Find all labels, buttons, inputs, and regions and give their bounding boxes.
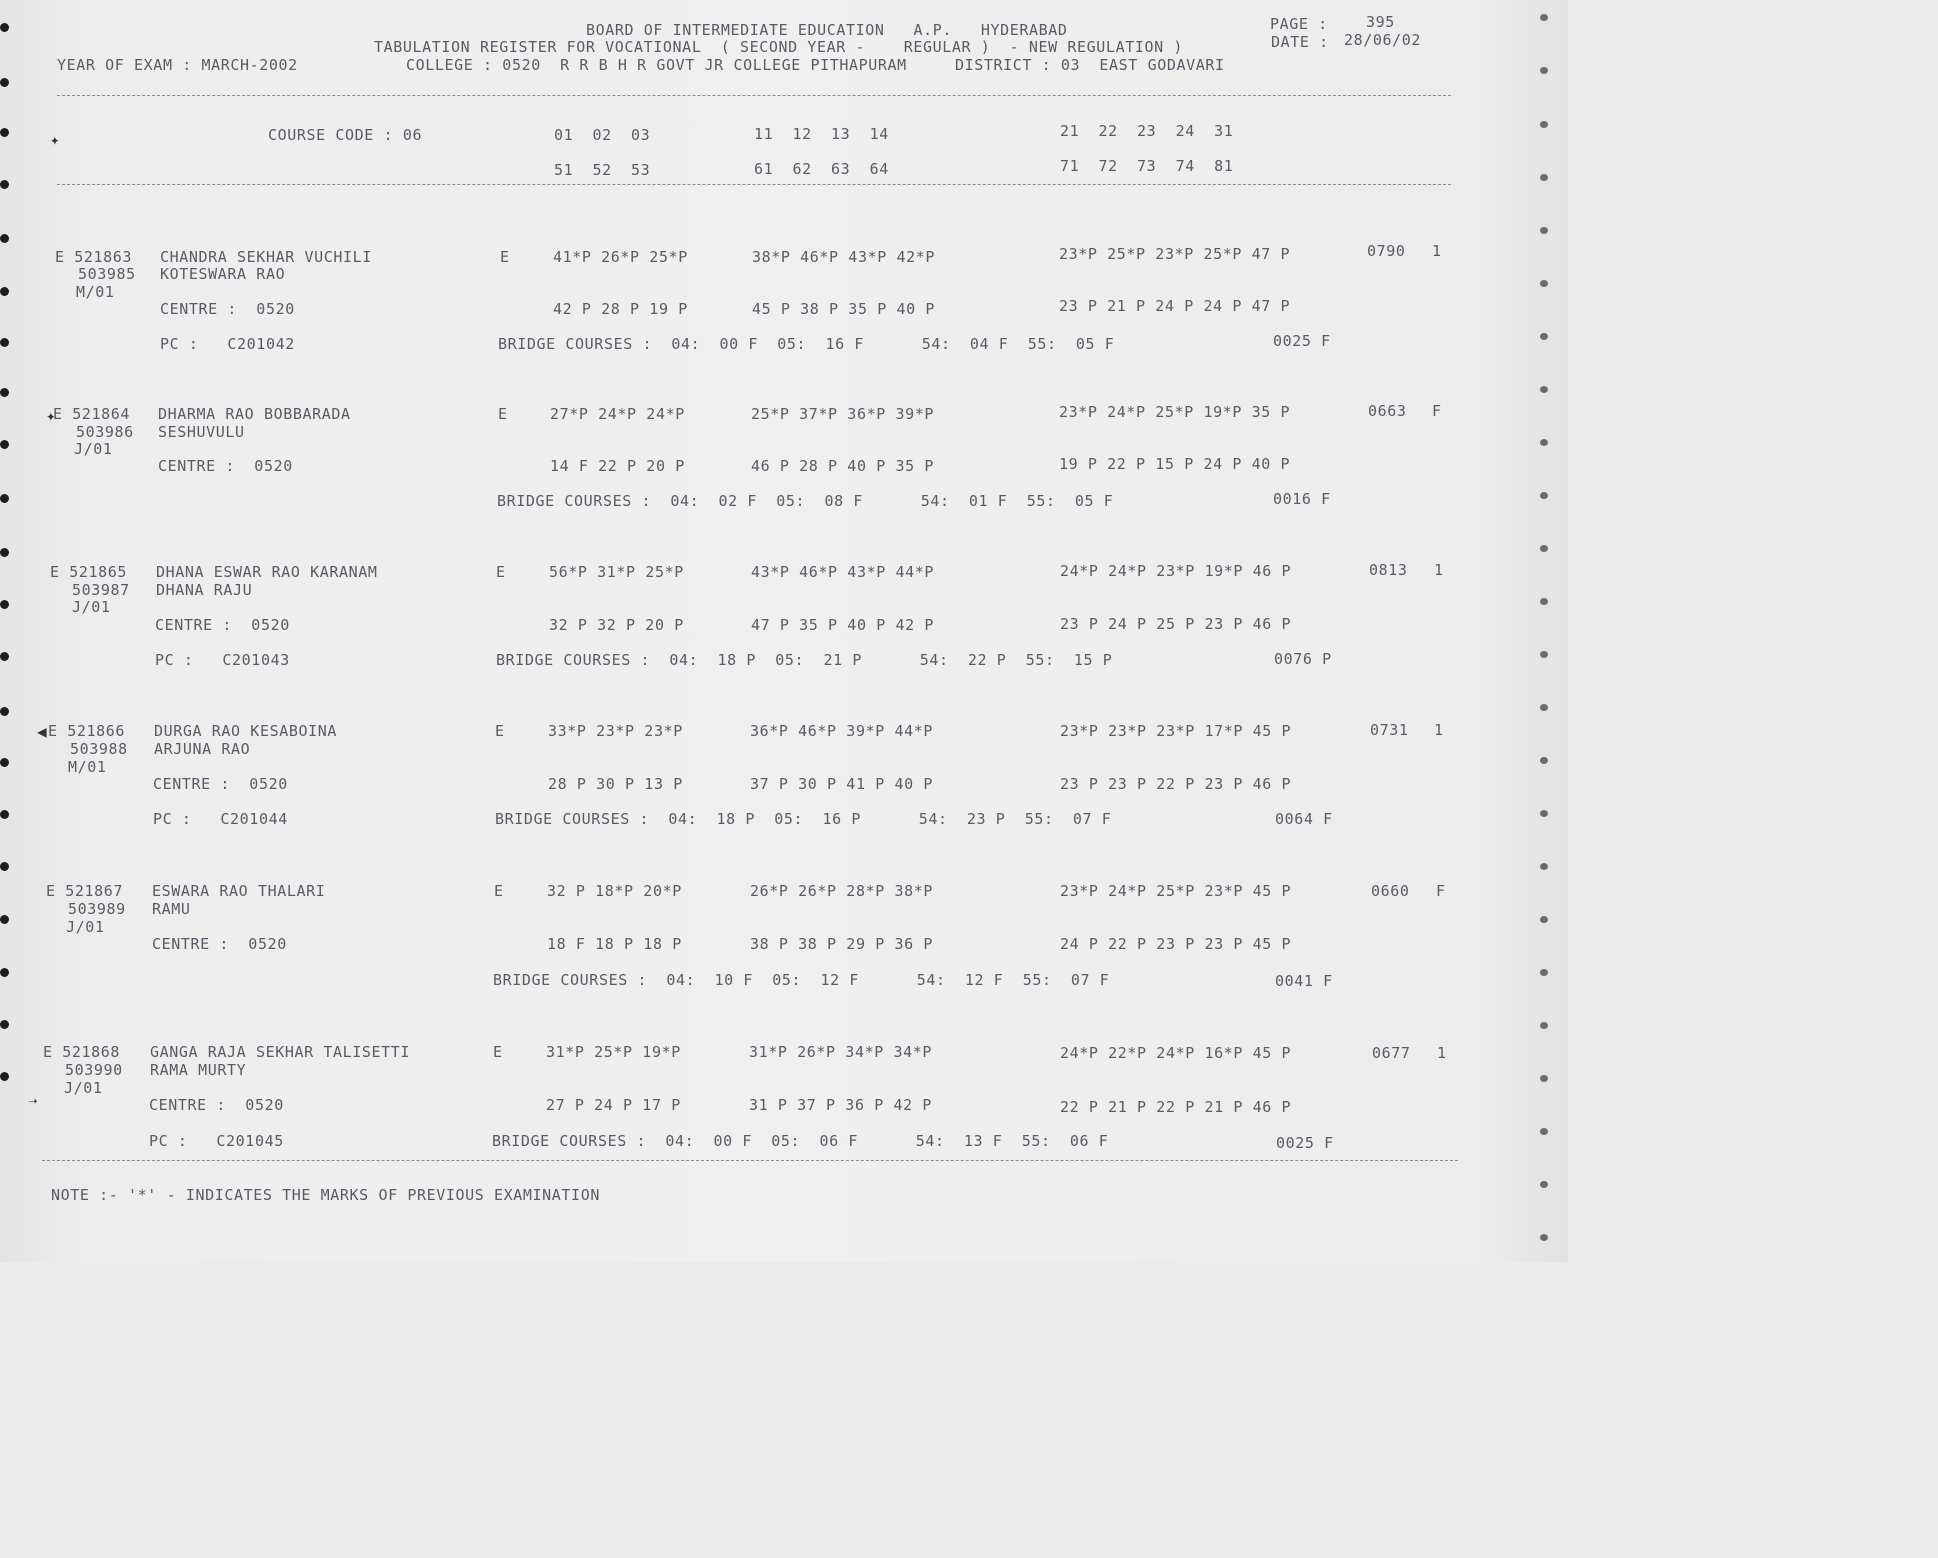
feed-hole-icon bbox=[0, 548, 9, 557]
feed-hole-icon bbox=[1540, 598, 1548, 605]
result-code: F bbox=[1432, 402, 1442, 420]
subject-codes-2a: 51 52 53 bbox=[554, 161, 651, 179]
board-title: BOARD OF INTERMEDIATE EDUCATION A.P. HYDERABAD bbox=[586, 21, 1068, 39]
feed-hole-icon bbox=[1540, 227, 1548, 234]
marks-row2-part3: 23 P 21 P 24 P 24 P 47 P bbox=[1059, 297, 1291, 315]
marks-row2-part1: 18 F 18 P 18 P bbox=[547, 935, 682, 953]
marks-row2-part1: 14 F 22 P 20 P bbox=[550, 457, 685, 475]
feed-hole-icon bbox=[0, 1020, 9, 1029]
feed-hole-icon bbox=[0, 707, 9, 716]
category: J/01 bbox=[64, 1079, 103, 1097]
centre: CENTRE : 0520 bbox=[149, 1096, 284, 1114]
father-name: ARJUNA RAO bbox=[154, 740, 251, 758]
father-name: SESHUVULU bbox=[158, 423, 245, 441]
year-of-exam: YEAR OF EXAM : MARCH-2002 bbox=[57, 56, 298, 74]
grand-total: 0813 bbox=[1369, 561, 1408, 579]
medium: E bbox=[500, 248, 510, 266]
medium: E bbox=[495, 722, 505, 740]
feed-hole-icon bbox=[1540, 1075, 1548, 1082]
marks-row2-part2: 38 P 38 P 29 P 36 P bbox=[750, 935, 933, 953]
marks-row1-part1: 33*P 23*P 23*P bbox=[548, 722, 683, 740]
marks-row2-part1: 32 P 32 P 20 P bbox=[549, 616, 684, 634]
feed-hole-icon bbox=[0, 810, 9, 819]
result-code: F bbox=[1436, 882, 1446, 900]
subject-codes-2b: 61 62 63 64 bbox=[754, 160, 889, 178]
registration-number: 503989 bbox=[68, 900, 126, 918]
feed-hole-icon bbox=[1540, 121, 1548, 128]
bridge-total: 0076 P bbox=[1274, 650, 1332, 668]
subject-codes-1b: 11 12 13 14 bbox=[754, 125, 889, 143]
grand-total: 0663 bbox=[1368, 402, 1407, 420]
feed-hole-icon bbox=[0, 287, 9, 296]
feed-hole-icon bbox=[0, 78, 9, 87]
father-name: RAMA MURTY bbox=[150, 1061, 247, 1079]
grand-total: 0790 bbox=[1367, 242, 1406, 260]
medium: E bbox=[496, 563, 506, 581]
hall-ticket-number: E 521868 bbox=[43, 1043, 121, 1061]
feed-hole-icon bbox=[1540, 1022, 1548, 1029]
feed-hole-icon bbox=[1540, 810, 1548, 817]
marks-row2-part2: 31 P 37 P 36 P 42 P bbox=[749, 1096, 932, 1114]
marks-row2-part1: 42 P 28 P 19 P bbox=[553, 300, 688, 318]
student-name: DURGA RAO KESABOINA bbox=[154, 722, 337, 740]
hall-ticket-number: E 521864 bbox=[53, 405, 131, 423]
student-name: CHANDRA SEKHAR VUCHILI bbox=[160, 248, 372, 266]
feed-hole-icon bbox=[0, 862, 9, 871]
feed-hole-icon bbox=[0, 915, 9, 924]
feed-hole-icon bbox=[1540, 969, 1548, 976]
feed-hole-icon bbox=[1540, 757, 1548, 764]
marks-row1-part3: 23*P 25*P 23*P 25*P 47 P bbox=[1059, 245, 1291, 263]
registration-number: 503985 bbox=[78, 265, 136, 283]
marks-row1-part2: 26*P 26*P 28*P 38*P bbox=[750, 882, 933, 900]
pc-number: PC : C201042 bbox=[160, 335, 295, 353]
bridge-total: 0041 F bbox=[1275, 972, 1333, 990]
father-name: RAMU bbox=[152, 900, 191, 918]
father-name: KOTESWARA RAO bbox=[160, 265, 286, 283]
feed-hole-icon bbox=[1540, 492, 1548, 499]
feed-hole-icon bbox=[1540, 1128, 1548, 1135]
bridge-total: 0016 F bbox=[1273, 490, 1331, 508]
marks-row1-part3: 23*P 24*P 25*P 23*P 45 P bbox=[1060, 882, 1292, 900]
bridge-courses: BRIDGE COURSES : 04: 02 F 05: 08 F 54: 01 F 55: 05 F bbox=[497, 492, 1114, 510]
marks-row2-part1: 28 P 30 P 13 P bbox=[548, 775, 683, 793]
marks-row2-part2: 45 P 38 P 35 P 40 P bbox=[752, 300, 935, 318]
marks-row2-part3: 22 P 21 P 22 P 21 P 46 P bbox=[1060, 1098, 1292, 1116]
result-code: 1 bbox=[1434, 721, 1444, 739]
marks-row1-part2: 38*P 46*P 43*P 42*P bbox=[752, 248, 935, 266]
bridge-courses: BRIDGE COURSES : 04: 10 F 05: 12 F 54: 12 F 55: 07 F bbox=[493, 971, 1110, 989]
feed-hole-icon bbox=[0, 1072, 9, 1081]
feed-hole-icon bbox=[1540, 545, 1548, 552]
marks-row2-part1: 27 P 24 P 17 P bbox=[546, 1096, 681, 1114]
feed-hole-icon bbox=[0, 128, 9, 137]
marks-row1-part3: 24*P 22*P 24*P 16*P 45 P bbox=[1060, 1044, 1292, 1062]
feed-hole-icon bbox=[1540, 651, 1548, 658]
marks-row1-part2: 36*P 46*P 39*P 44*P bbox=[750, 722, 933, 740]
feed-hole-icon bbox=[1540, 280, 1548, 287]
tick-mark-icon: ✦ bbox=[50, 130, 60, 149]
marks-row2-part3: 23 P 23 P 22 P 23 P 46 P bbox=[1060, 775, 1292, 793]
bridge-courses: BRIDGE COURSES : 04: 00 F 05: 06 F 54: 13 F 55: 06 F bbox=[492, 1132, 1109, 1150]
feed-hole-icon bbox=[0, 234, 9, 243]
category: M/01 bbox=[76, 283, 115, 301]
feed-hole-icon bbox=[0, 652, 9, 661]
course-header-rule bbox=[57, 184, 1451, 185]
marks-row1-part2: 31*P 26*P 34*P 34*P bbox=[749, 1043, 932, 1061]
medium: E bbox=[498, 405, 508, 423]
registration-number: 503987 bbox=[72, 581, 130, 599]
hall-ticket-number: E 521867 bbox=[46, 882, 124, 900]
centre: CENTRE : 0520 bbox=[152, 935, 287, 953]
feed-hole-icon bbox=[0, 600, 9, 609]
marks-row1-part2: 43*P 46*P 43*P 44*P bbox=[751, 563, 934, 581]
feed-hole-icon bbox=[1540, 916, 1548, 923]
feed-hole-icon bbox=[1540, 1234, 1548, 1241]
marks-row1-part3: 23*P 23*P 23*P 17*P 45 P bbox=[1060, 722, 1292, 740]
bridge-total: 0064 F bbox=[1275, 810, 1333, 828]
bridge-courses: BRIDGE COURSES : 04: 18 P 05: 21 P 54: 22 P 55: 15 P bbox=[496, 651, 1113, 669]
feed-hole-icon bbox=[1540, 386, 1548, 393]
footer-rule bbox=[42, 1160, 1458, 1161]
marks-row2-part3: 24 P 22 P 23 P 23 P 45 P bbox=[1060, 935, 1292, 953]
marks-row1-part1: 27*P 24*P 24*P bbox=[550, 405, 685, 423]
marks-row2-part3: 19 P 22 P 15 P 24 P 40 P bbox=[1059, 455, 1291, 473]
tick-mark-icon: ◀ bbox=[37, 722, 47, 741]
feed-hole-icon bbox=[0, 494, 9, 503]
medium: E bbox=[494, 882, 504, 900]
feed-hole-icon bbox=[0, 440, 9, 449]
feed-hole-icon bbox=[0, 338, 9, 347]
pc-number: PC : C201045 bbox=[149, 1132, 284, 1150]
grand-total: 0677 bbox=[1372, 1044, 1411, 1062]
hall-ticket-number: E 521863 bbox=[55, 248, 133, 266]
marks-row1-part1: 56*P 31*P 25*P bbox=[549, 563, 684, 581]
header-rule bbox=[57, 95, 1451, 96]
category: J/01 bbox=[74, 440, 113, 458]
result-code: 1 bbox=[1432, 242, 1442, 260]
feed-hole-icon bbox=[1540, 333, 1548, 340]
student-name: DHANA ESWAR RAO KARANAM bbox=[156, 563, 378, 581]
marks-row1-part3: 23*P 24*P 25*P 19*P 35 P bbox=[1059, 403, 1291, 421]
page-number: 395 bbox=[1366, 13, 1395, 31]
medium: E bbox=[493, 1043, 503, 1061]
feed-hole-icon bbox=[1540, 1181, 1548, 1188]
feed-hole-icon bbox=[0, 180, 9, 189]
marks-row2-part2: 47 P 35 P 40 P 42 P bbox=[751, 616, 934, 634]
marks-row2-part2: 37 P 30 P 41 P 40 P bbox=[750, 775, 933, 793]
centre: CENTRE : 0520 bbox=[158, 457, 293, 475]
bridge-total: 0025 F bbox=[1276, 1134, 1334, 1152]
feed-hole-icon bbox=[1540, 14, 1548, 21]
subject-codes-1a: 01 02 03 bbox=[554, 126, 651, 144]
feed-hole-icon bbox=[0, 968, 9, 977]
pc-number: PC : C201044 bbox=[153, 810, 288, 828]
feed-hole-icon bbox=[0, 23, 9, 32]
arrow-mark-icon: ➝ bbox=[28, 1092, 38, 1111]
course-code-label: COURSE CODE : 06 bbox=[268, 126, 423, 144]
category: M/01 bbox=[68, 758, 107, 776]
centre: CENTRE : 0520 bbox=[160, 300, 295, 318]
father-name: DHANA RAJU bbox=[156, 581, 253, 599]
subject-codes-1c: 21 22 23 24 31 bbox=[1060, 122, 1234, 140]
student-name: ESWARA RAO THALARI bbox=[152, 882, 326, 900]
student-name: GANGA RAJA SEKHAR TALISETTI bbox=[150, 1043, 411, 1061]
centre: CENTRE : 0520 bbox=[153, 775, 288, 793]
result-code: 1 bbox=[1437, 1044, 1447, 1062]
feed-hole-icon bbox=[1540, 174, 1548, 181]
result-code: 1 bbox=[1434, 561, 1444, 579]
date-label: DATE : bbox=[1271, 33, 1329, 51]
category: J/01 bbox=[66, 918, 105, 936]
registration-number: 503990 bbox=[65, 1061, 123, 1079]
hall-ticket-number: E 521865 bbox=[50, 563, 128, 581]
pc-number: PC : C201043 bbox=[155, 651, 290, 669]
feed-hole-icon bbox=[1540, 863, 1548, 870]
feed-hole-icon bbox=[1540, 704, 1548, 711]
print-date: 28/06/02 bbox=[1344, 31, 1422, 49]
feed-hole-icon bbox=[1540, 439, 1548, 446]
registration-number: 503988 bbox=[70, 740, 128, 758]
page-label: PAGE : bbox=[1270, 15, 1328, 33]
student-name: DHARMA RAO BOBBARADA bbox=[158, 405, 351, 423]
feed-hole-icon bbox=[0, 758, 9, 767]
subject-codes-2c: 71 72 73 74 81 bbox=[1060, 157, 1234, 175]
marks-row1-part1: 32 P 18*P 20*P bbox=[547, 882, 682, 900]
marks-row1-part2: 25*P 37*P 36*P 39*P bbox=[751, 405, 934, 423]
bridge-total: 0025 F bbox=[1273, 332, 1331, 350]
grand-total: 0731 bbox=[1370, 721, 1409, 739]
feed-hole-icon bbox=[1540, 67, 1548, 74]
marks-row1-part3: 24*P 24*P 23*P 19*P 46 P bbox=[1060, 562, 1292, 580]
bridge-courses: BRIDGE COURSES : 04: 00 F 05: 16 F 54: 04 F 55: 05 F bbox=[498, 335, 1115, 353]
note: NOTE :- '*' - INDICATES THE MARKS OF PREVIOUS EXAMINATION bbox=[51, 1186, 600, 1204]
feed-hole-icon bbox=[0, 388, 9, 397]
marks-row2-part2: 46 P 28 P 40 P 35 P bbox=[751, 457, 934, 475]
marks-row2-part3: 23 P 24 P 25 P 23 P 46 P bbox=[1060, 615, 1292, 633]
marks-row1-part1: 41*P 26*P 25*P bbox=[553, 248, 688, 266]
register-title: TABULATION REGISTER FOR VOCATIONAL ( SECOND YEAR - REGULAR ) - NEW REGULATION ) bbox=[374, 38, 1183, 56]
hall-ticket-number: E 521866 bbox=[48, 722, 126, 740]
centre: CENTRE : 0520 bbox=[155, 616, 290, 634]
grand-total: 0660 bbox=[1371, 882, 1410, 900]
marks-row1-part1: 31*P 25*P 19*P bbox=[546, 1043, 681, 1061]
bridge-courses: BRIDGE COURSES : 04: 18 P 05: 16 P 54: 23 P 55: 07 F bbox=[495, 810, 1112, 828]
college-line: COLLEGE : 0520 R R B H R GOVT JR COLLEGE PITHAPURAM DISTRICT : 03 EAST GODAVARI bbox=[406, 56, 1225, 74]
registration-number: 503986 bbox=[76, 423, 134, 441]
tick-mark-icon: ✦ bbox=[46, 406, 56, 425]
category: J/01 bbox=[72, 598, 111, 616]
